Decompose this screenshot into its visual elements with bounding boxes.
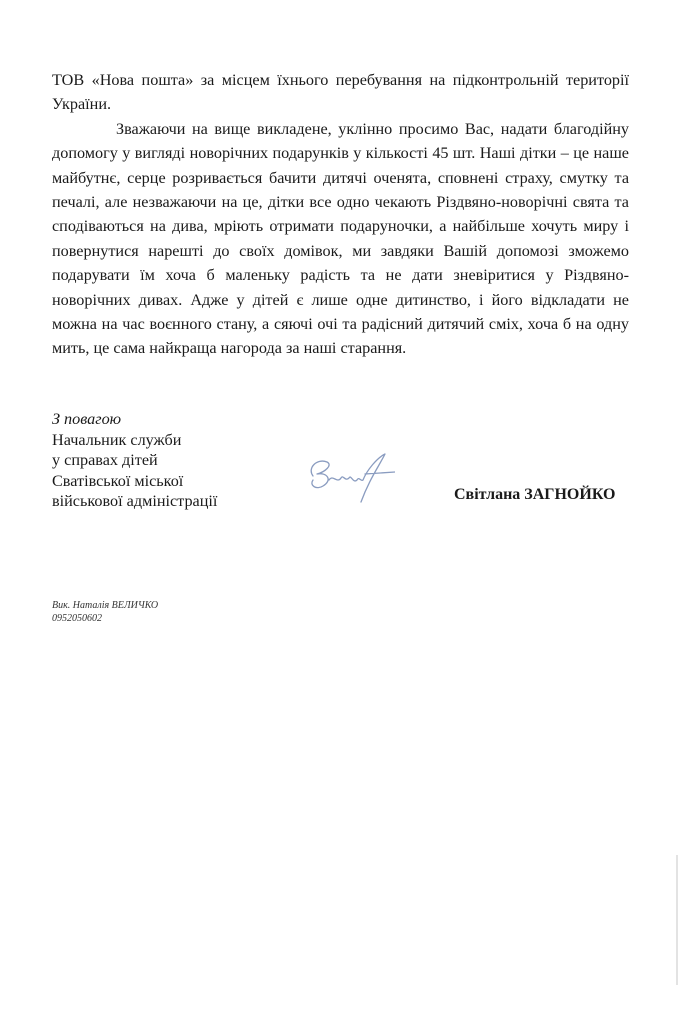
position-line: Сватівської міської <box>52 471 184 490</box>
executor-name: Вик. Наталія ВЕЛИЧКО <box>52 600 159 611</box>
letter-body <box>52 68 629 361</box>
signature-block <box>52 409 217 512</box>
closing-greeting: З повагою <box>52 410 122 428</box>
paragraph-request: Зважаючи на вище викладене, уклінно просимо Вас, надати благодійну допомогу у вигляді новорічних подарунків у кількості 45 шт. Наші дітки – це наше майбутнє, серце розривається бачити дитячі оченята, сповнені страху, смутку та печалі, але незважаючи на це, дітки все одно чекають Різдвяно-новорічні свята та сподіваються на дива, мріють отримати подаруночки, а найбільше хочуть миру і повернутися нарешті до своїх домівок, ми завдяки Вашій допомозі зможемо подарувати їм хоча б маленьку радість та не дати зневіритися у Різдвяно-новорічних дивах. Адже у дітей є лише одне дитинство, і його відкладати не можна на час воєнного стану, а сяючі очі та радісний дитячий сміх, хоча б на одну мить, це сама найкраща нагорода за наші старання. <box>52 119 629 358</box>
paragraph-continuation: ТОВ «Нова пошта» за місцем їхнього перебування на підконтрольній території України. <box>52 71 629 114</box>
position-line: Начальник служби <box>52 430 182 449</box>
handwritten-signature <box>303 450 395 508</box>
position-line: у справах дітей <box>52 451 158 469</box>
executor-phone: 0952050602 <box>52 613 102 624</box>
signer-name: Світлана ЗАГНОЙКО <box>454 486 616 503</box>
position-line: військової адміністрації <box>52 492 218 510</box>
executor-info <box>52 599 158 625</box>
